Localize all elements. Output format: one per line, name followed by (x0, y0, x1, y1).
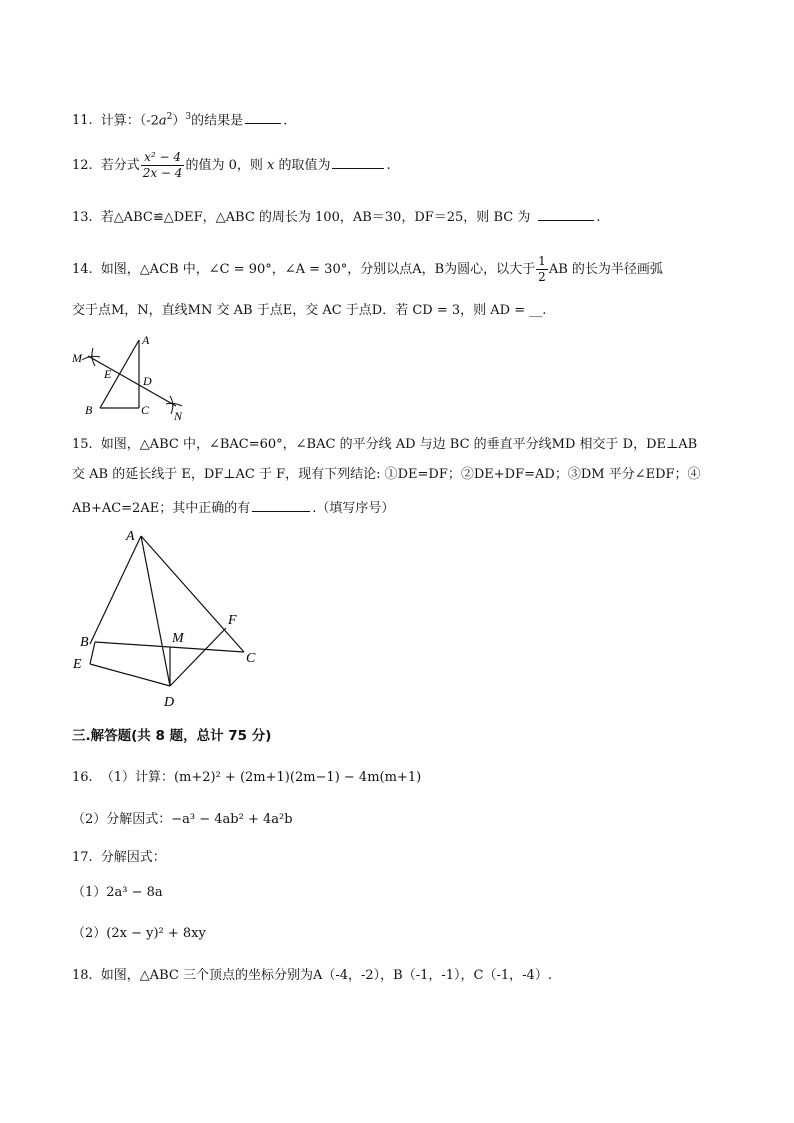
variable: x (266, 158, 275, 173)
question-text: （2）(2x − y)² + 8xy (72, 926, 206, 941)
question-number: 14. (72, 262, 93, 277)
segment-be (90, 642, 95, 664)
question-text: 交 AB 的延长线于 E，DF⊥AC 于 F，现有下列结论: ①DE=DF；②DE+DF=AD；③DM 平分∠EDF；④ (72, 467, 701, 482)
question-text: 如图，△ACB 中，∠C = 90°，∠A = 30°，分别以点A，B为圆心，以大于 (100, 262, 536, 277)
label-d: D (164, 695, 175, 710)
exponent: 3 (185, 112, 192, 122)
question-13 (72, 206, 600, 227)
fraction-denominator: 2 (538, 270, 546, 284)
label-e: E (104, 367, 112, 381)
question-11 (72, 108, 287, 130)
question-text: AB+AC=2AE；其中正确的有 (72, 501, 251, 516)
exponent: 2 (166, 112, 173, 122)
question-15-line-3 (72, 497, 394, 518)
answer-blank (245, 109, 281, 124)
arc-n-1 (170, 396, 173, 414)
segment-ac (141, 536, 244, 652)
question-17-part-1 (72, 884, 163, 902)
fraction-numerator: x² − 4 (141, 150, 185, 166)
variable: a (158, 113, 167, 129)
line-mn (88, 356, 176, 406)
question-end: . (386, 158, 391, 173)
question-text: 如图，△ABC 三个顶点的坐标分别为A（-4，-2），B（-1，-1），C（-1，-4）. (100, 968, 552, 983)
question-text: 的取值为 (274, 158, 331, 173)
question-text: （1）计算：(m+2)² + (2m+1)(2m−1) − 4m(m+1) (100, 770, 422, 785)
fraction-numerator: 1 (538, 254, 546, 268)
fraction (141, 150, 185, 181)
question-number: 13. (72, 210, 93, 225)
answer-blank (538, 206, 594, 221)
question-18 (72, 967, 552, 985)
question-14-line-2 (72, 302, 546, 320)
q15-figure (68, 522, 268, 712)
question-text: ） (172, 113, 186, 129)
label-c: C (246, 651, 256, 666)
label-f: F (228, 613, 237, 628)
question-text: 如图，△ABC 中，∠BAC=60°，∠BAC 的平分线 AD 与边 BC 的垂直平分线MD 相交于 D，DE⊥AB (100, 437, 698, 452)
question-text: 的值为 0，则 (185, 158, 267, 173)
question-text: 交于点M，N，直线MN 交 AB 于点E，交 AC 于点D．若 CD = 3，则 AD = __. (72, 303, 547, 318)
question-17-part-2 (72, 925, 206, 943)
question-text: 计算：（-2 (100, 113, 159, 129)
label-d: D (143, 374, 152, 388)
label-c: C (141, 403, 150, 417)
question-14-line-1 (72, 254, 663, 285)
question-number: 15. (72, 437, 93, 452)
question-text: 的结果是 (191, 113, 244, 129)
label-b: B (85, 403, 93, 417)
segment-de (90, 664, 170, 686)
question-15-line-2 (72, 466, 701, 484)
question-16-part-2 (72, 811, 293, 829)
question-17 (72, 849, 166, 867)
label-a: A (142, 333, 150, 347)
question-text: 分解因式： (100, 850, 166, 865)
section-title: 三.解答题(共 8 题，总计 75 分) (72, 728, 272, 744)
question-16-part-1 (72, 769, 421, 787)
segment-ad (141, 536, 170, 686)
answer-blank (332, 154, 384, 169)
label-a: A (126, 529, 135, 544)
fraction-denominator: 2x − 4 (142, 166, 183, 180)
q14-figure (68, 328, 198, 424)
question-number: 12. (72, 158, 93, 173)
question-text: （2）分解因式：−a³ − 4ab² + 4a²b (72, 812, 293, 827)
question-number: 16. (72, 770, 93, 785)
label-b: B (80, 635, 89, 650)
question-15-line-1 (72, 436, 697, 454)
label-n: N (174, 409, 183, 423)
question-number: 18. (72, 968, 93, 983)
fraction (536, 254, 548, 285)
answer-blank (252, 497, 310, 512)
label-m: M (172, 631, 184, 646)
question-text: 若分式 (100, 158, 140, 173)
segment-ae (90, 536, 141, 644)
label-m: M (72, 351, 82, 365)
question-end: . (283, 113, 288, 129)
question-12 (72, 150, 391, 181)
question-text: （1）2a³ − 8a (72, 885, 163, 900)
question-text: 若△ABC≌△DEF，△ABC 的周长为 100，AB＝30，DF＝25，则 BC 为 (100, 210, 531, 225)
label-e: E (73, 657, 82, 672)
question-text: AB 的长为半径画弧 (548, 262, 663, 277)
question-end: . (596, 210, 601, 225)
question-text: .（填写序号） (312, 501, 395, 516)
question-number: 17. (72, 850, 93, 865)
question-number: 11. (72, 113, 93, 129)
